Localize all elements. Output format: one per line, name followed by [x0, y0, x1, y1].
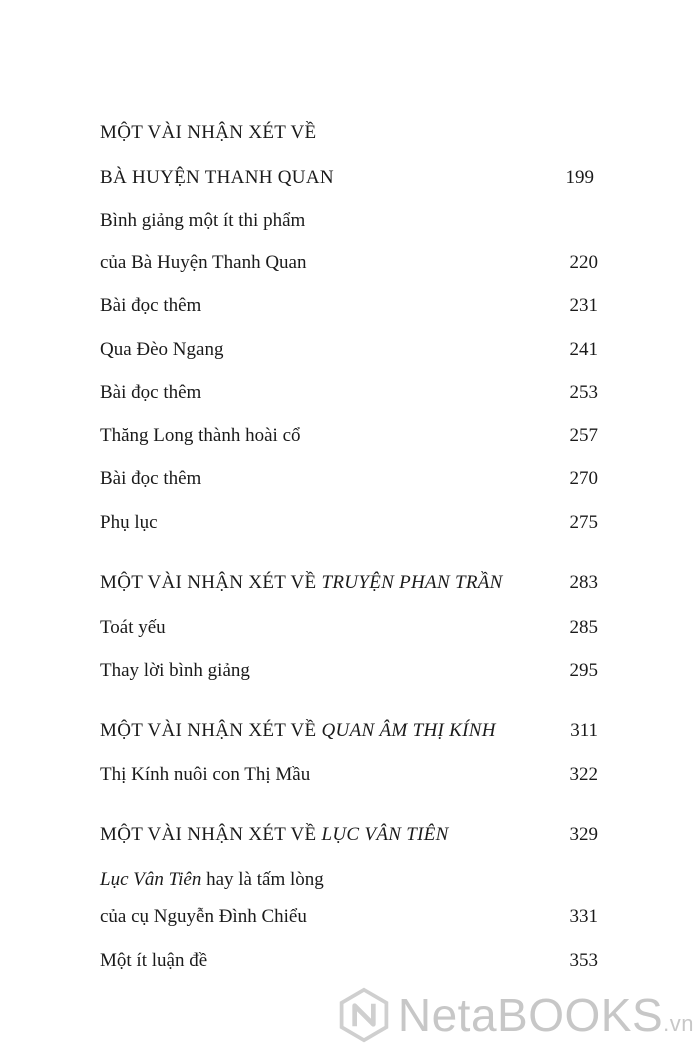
toc-entry-title	[100, 820, 449, 850]
toc-entry-title: của cụ Nguyễn Đình Chiểu	[100, 906, 307, 927]
toc-heading-truyen-phan-tran	[100, 568, 598, 598]
toc-entry	[100, 206, 598, 236]
toc-entry-page: 331	[569, 906, 598, 927]
toc-entry	[100, 613, 598, 643]
toc-entry-page: 257	[569, 425, 598, 446]
watermark-brand-name: NetaBOOKS	[397, 989, 664, 1041]
toc-entry	[100, 760, 598, 790]
toc-entry	[100, 291, 598, 321]
toc-heading-line1	[100, 118, 598, 148]
toc-work-title: QUAN ÂM THỊ KÍNH	[321, 720, 496, 741]
toc-heading-quan-am-thi-kinh	[100, 716, 598, 746]
toc-heading-prefix: MỘT VÀI NHẬN XÉT VỀ	[100, 824, 317, 845]
toc-entry-page: 283	[569, 572, 598, 593]
toc-entry-title: MỘT VÀI NHẬN XÉT VỀ	[100, 122, 317, 143]
toc-entry-title: Bài đọc thêm	[100, 468, 202, 489]
toc-entry-title	[100, 568, 503, 598]
toc-entry-title: Thay lời bình giảng	[100, 660, 250, 681]
toc-entry-page: 322	[569, 764, 598, 785]
toc-heading-prefix: MỘT VÀI NHẬN XÉT VỀ	[100, 720, 317, 741]
toc-entry	[100, 656, 598, 686]
toc-entry-title: BÀ HUYỆN THANH QUAN	[100, 167, 334, 188]
watermark-suffix: .vn	[663, 1011, 694, 1036]
toc-entry	[100, 902, 598, 932]
toc-entry-suffix: hay là tấm lòng	[206, 869, 324, 890]
toc-heading-ba-huyen-thanh-quan	[100, 163, 598, 193]
toc-entry-page: 199	[565, 167, 594, 188]
toc-heading-prefix: MỘT VÀI NHẬN XÉT VỀ	[100, 572, 317, 593]
toc-heading-luc-van-tien	[100, 820, 598, 850]
toc-entry-title	[100, 865, 324, 895]
toc-entry-page: 295	[569, 660, 598, 681]
toc-entry-title: của Bà Huyện Thanh Quan	[100, 252, 307, 273]
toc-entry-title: Một ít luận đề	[100, 950, 208, 971]
toc-entry-title: Bình giảng một ít thi phẩm	[100, 210, 306, 231]
watermark	[336, 980, 694, 1050]
toc-work-title: TRUYỆN PHAN TRẦN	[321, 572, 503, 593]
watermark-brand	[397, 989, 694, 1041]
toc-entry-title: Phụ lục	[100, 512, 158, 533]
toc-entry	[100, 248, 598, 278]
toc-entry	[100, 508, 598, 538]
toc-entry-page: 285	[569, 617, 598, 638]
toc-entry-title: Thăng Long thành hoài cổ	[100, 425, 301, 446]
toc-entry-page: 275	[569, 512, 598, 533]
toc-entry-page: 270	[569, 468, 598, 489]
toc-entry-title	[100, 716, 496, 746]
toc-entry	[100, 865, 598, 895]
toc-entry-page: 220	[569, 252, 598, 273]
toc-entry	[100, 378, 598, 408]
toc-entry	[100, 335, 598, 365]
toc-entry-title: Thị Kính nuôi con Thị Mầu	[100, 764, 311, 785]
toc-entry	[100, 946, 598, 976]
toc-work-title: LỤC VÂN TIÊN	[321, 824, 449, 845]
toc-entry-title: Bài đọc thêm	[100, 295, 202, 316]
toc-entry-page: 353	[569, 950, 598, 971]
toc-entry	[100, 421, 598, 451]
toc-entry-title: Qua Đèo Ngang	[100, 339, 224, 360]
toc-entry-page: 231	[569, 295, 598, 316]
toc-entry-page: 241	[569, 339, 598, 360]
toc-work-title: Lục Vân Tiên	[100, 869, 202, 890]
toc-entry-page: 329	[569, 824, 598, 845]
toc-entry-page: 311	[570, 720, 598, 741]
toc-entry	[100, 464, 598, 494]
toc-entry-title: Toát yếu	[100, 617, 166, 638]
toc-entry-page: 253	[569, 382, 598, 403]
netabooks-logo-icon	[336, 987, 392, 1043]
toc-entry-title: Bài đọc thêm	[100, 382, 202, 403]
